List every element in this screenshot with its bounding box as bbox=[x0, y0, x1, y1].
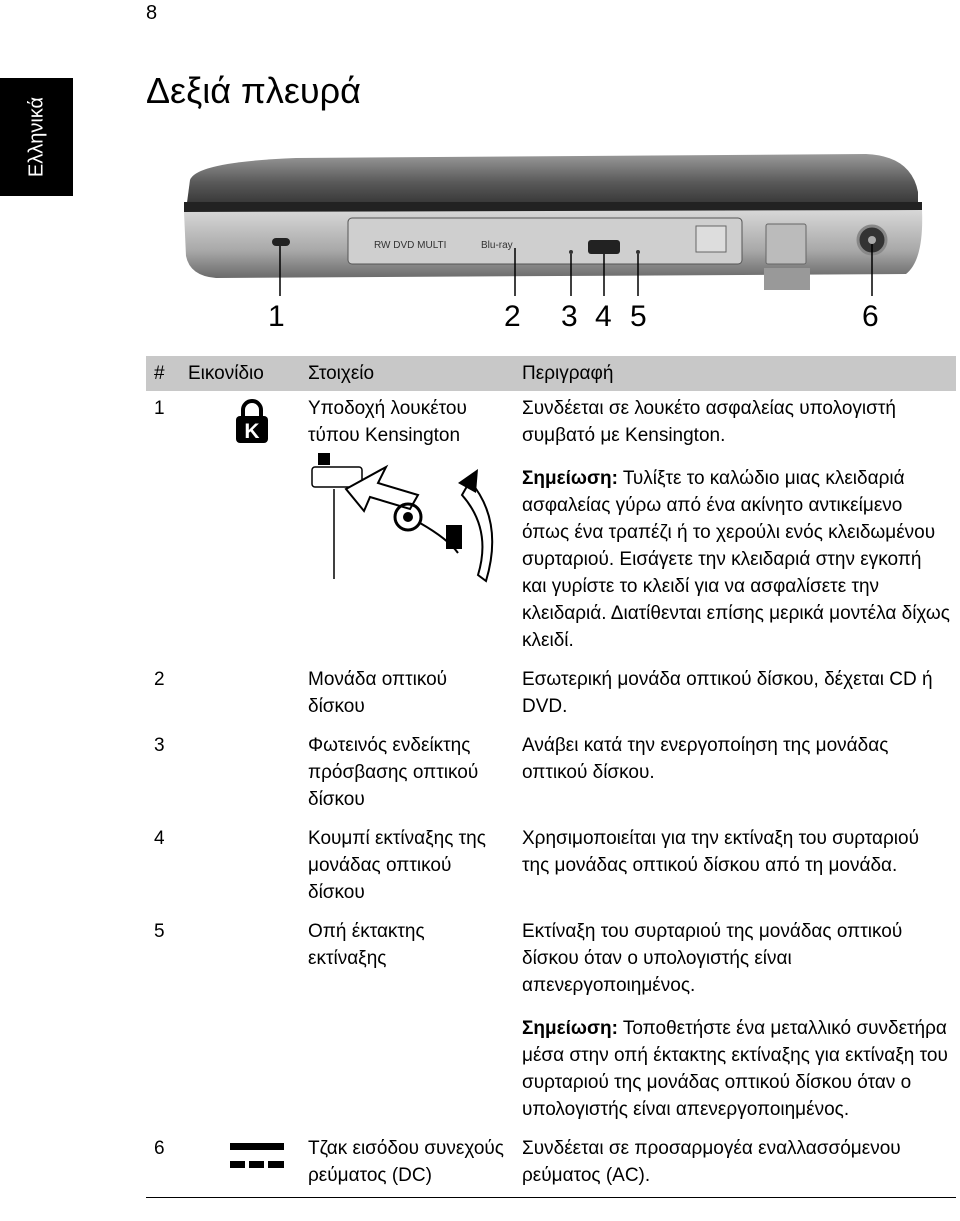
row-number: 2 bbox=[154, 669, 165, 690]
row-number: 4 bbox=[154, 828, 165, 849]
laptop-right-side-illustration bbox=[176, 140, 932, 310]
row-description: Συνδέεται σε λουκέτο ασφαλείας υπολογιστή συμβατό με Kensington. bbox=[522, 398, 896, 446]
row-number: 1 bbox=[154, 398, 165, 419]
ports-table bbox=[146, 356, 956, 1198]
col-header-number: # bbox=[146, 356, 180, 391]
row-description: Εκτίναξη του συρταριού της μονάδας οπτικού δίσκου όταν ο υπολογιστής είναι απενεργοποιημένος. bbox=[522, 921, 903, 996]
row-number: 6 bbox=[146, 1131, 180, 1198]
note-label: Σημείωση: bbox=[522, 468, 618, 489]
row-item: Οπή έκτακτης εκτίναξης bbox=[308, 921, 425, 969]
callout-2: 2 bbox=[504, 300, 521, 333]
row-note bbox=[522, 465, 950, 654]
row-item: Μονάδα οπτικού δίσκου bbox=[308, 669, 448, 717]
page-number: 8 bbox=[146, 2, 158, 24]
page-title: Δεξιά πλευρά bbox=[146, 70, 361, 111]
col-header-item: Στοιχείο bbox=[300, 356, 514, 391]
language-side-tab bbox=[0, 78, 73, 196]
row-description: Εσωτερική μονάδα οπτικού δίσκου, δέχεται CD ή DVD. bbox=[522, 669, 933, 717]
svg-text:RW DVD MULTI: RW DVD MULTI bbox=[374, 240, 447, 251]
row-note bbox=[522, 1015, 950, 1123]
note-label: Σημείωση: bbox=[522, 1018, 618, 1039]
row-description: Συνδέεται σε προσαρμογέα εναλλασσόμενου ρεύματος (AC). bbox=[514, 1131, 956, 1198]
col-header-description: Περιγραφή bbox=[514, 356, 956, 391]
row-description: Χρησιμοποιείται για την εκτίναξη του συρταριού της μονάδας οπτικού δίσκου από τη μονάδα. bbox=[522, 828, 919, 876]
callout-4: 4 bbox=[595, 300, 612, 333]
col-header-icon: Εικονίδιο bbox=[180, 356, 300, 391]
dc-power-icon bbox=[228, 1139, 288, 1173]
table-row bbox=[146, 662, 956, 728]
callout-3: 3 bbox=[561, 300, 578, 333]
table-row bbox=[146, 821, 956, 914]
row-number: 3 bbox=[154, 735, 165, 756]
callout-6: 6 bbox=[862, 300, 879, 333]
table-row bbox=[146, 914, 956, 1131]
kensington-lock-icon bbox=[234, 399, 270, 445]
language-label: Ελληνικά bbox=[25, 96, 47, 178]
row-item: Κουμπί εκτίναξης της μονάδας οπτικού δίσκου bbox=[308, 828, 486, 903]
note-text: Τυλίξτε το καλώδιο μιας κλειδαριά ασφαλείας γύρω από ένα ακίνητο αντικείμενο όπως ένα τραπέζι ή το χερούλι ενός κλειδωμένου συρταριού. Εισάγετε την κλειδαριά στην εγκοπή και γυρίστε το κλειδί για να ασφαλίσετε την κλειδαριά. Διατίθενται επίσης μερικά μοντέλα δίχως κλειδί. bbox=[522, 468, 950, 651]
row-item: Φωτεινός ενδείκτης πρόσβασης οπτικού δίσκου bbox=[308, 735, 479, 810]
kensington-lock-diagram-illustration bbox=[308, 449, 508, 599]
svg-text:Blu-ray: Blu-ray bbox=[481, 240, 513, 251]
row-item: Τζακ εισόδου συνεχούς ρεύματος (DC) bbox=[300, 1131, 514, 1198]
svg-text:K: K bbox=[244, 420, 260, 443]
note-text: Τοποθετήστε ένα μεταλλικό συνδετήρα μέσα στην οπή έκτακτης εκτίναξης για εκτίναξη του συρταριού της μονάδας οπτικού δίσκου όταν ο υπολογιστής είναι απενεργοποιημένος. bbox=[522, 1018, 948, 1120]
row-number: 5 bbox=[154, 921, 165, 942]
row-item: Υποδοχή λουκέτου τύπου Kensington bbox=[308, 398, 467, 446]
callout-1: 1 bbox=[268, 300, 285, 333]
row-description: Ανάβει κατά την ενεργοποίηση της μονάδας οπτικού δίσκου. bbox=[522, 735, 889, 783]
table-row bbox=[146, 728, 956, 821]
callout-5: 5 bbox=[630, 300, 647, 333]
table-row bbox=[146, 1131, 956, 1198]
table-row bbox=[146, 391, 956, 662]
table-header-row bbox=[146, 356, 956, 391]
